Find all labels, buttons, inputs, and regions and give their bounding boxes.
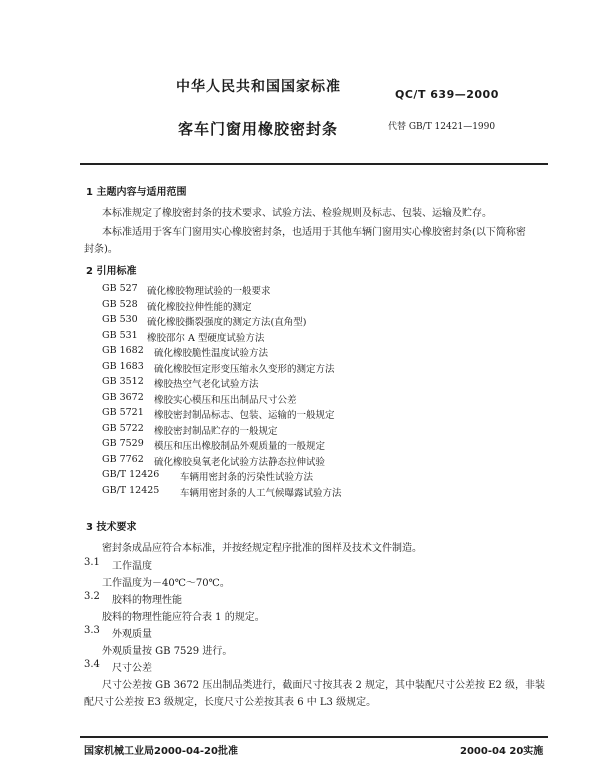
reference-code: GB 5721 (102, 407, 144, 418)
reference-code: GB 3672 (102, 391, 144, 403)
reference-title: 橡胶密封制品标志、包装、运输的一般规定 (154, 410, 335, 421)
reference-title: 硫化橡胶撕裂强度的测定方法(直角型) (147, 317, 307, 328)
reference-title: 橡胶邵尔 A 型硬度试验方法 (147, 332, 265, 344)
section-3-4-text-2: 配尺寸公差按 E3 级规定，长度尺寸公差按其表 6 中 L3 级规定。 (84, 697, 377, 708)
reference-title: 橡胶实心模压和压出制品尺寸公差 (154, 394, 297, 406)
section-1-heading: 1 主题内容与适用范围 (86, 187, 187, 198)
footer-divider (80, 736, 548, 738)
reference-code: GB 527 (102, 283, 138, 294)
reference-code: GB 7529 (102, 438, 144, 449)
reference-title: 橡胶热空气老化试验方法 (154, 379, 259, 390)
section-3-heading: 3 技术要求 (86, 522, 137, 533)
reference-title: 硫化橡胶拉伸性能的测定 (147, 301, 252, 313)
document-title: 客车门窗用橡胶密封条 (178, 120, 339, 138)
reference-title: 车辆用密封条的人工气候曝露试验方法 (180, 487, 342, 499)
reference-code: GB 7762 (102, 453, 144, 465)
reference-code: GB 530 (102, 314, 138, 325)
reference-code: GB 5722 (102, 422, 144, 434)
section-1-paragraph-2-cont: 封条)。 (84, 244, 118, 255)
reference-code: GB/T 12426 (102, 469, 160, 480)
reference-code: GB 1682 (102, 345, 144, 356)
implementation-date: 2000-04 20实施 (460, 746, 544, 757)
reference-code: GB 3512 (102, 376, 144, 387)
section-3-3-text: 外观质量按 GB 7529 进行。 (102, 646, 233, 657)
approval-note: 国家机械工业局2000-04-20批准 (84, 746, 238, 757)
section-3-4-number: 3.4 (84, 659, 100, 670)
section-3-4-text-1: 尺寸公差按 GB 3672 压出制品类进行，截面尺寸按其表 2 规定，其中装配尺寸公差按 E2 级，非装 (102, 680, 546, 691)
reference-title: 硫化橡胶物理试验的一般要求 (147, 286, 271, 297)
section-3-2-title: 胶料的物理性能 (112, 595, 182, 606)
section-3-3-title: 外观质量 (112, 629, 152, 640)
standard-code: QC/T 639—2000 (395, 88, 499, 101)
section-3-1-text: 工作温度为－40℃～70℃。 (102, 578, 230, 589)
section-3-4-title: 尺寸公差 (112, 663, 152, 674)
section-3-3-number: 3.3 (84, 625, 100, 636)
reference-title: 硫化橡胶脆性温度试验方法 (154, 348, 269, 359)
section-3-1-number: 3.1 (84, 557, 100, 568)
reference-title: 硫化橡胶恒定形变压缩永久变形的测定方法 (154, 363, 335, 375)
section-3-2-number: 3.2 (84, 591, 100, 602)
header-divider (80, 163, 548, 165)
section-3-intro: 密封条成品应符合本标准，并按经规定程序批准的图样及技术文件制造。 (102, 543, 422, 554)
reference-code: GB/T 12425 (102, 484, 160, 496)
section-3-2-text: 胶料的物理性能应符合表 1 的规定。 (102, 612, 265, 623)
reference-title: 车辆用密封条的污染性试验方法 (180, 472, 314, 483)
section-2-heading: 2 引用标准 (86, 266, 137, 277)
replaces-note: 代替 GB/T 12421—1990 (388, 122, 496, 132)
reference-title: 橡胶密封制品贮存的一般规定 (154, 425, 278, 437)
reference-title: 硫化橡胶臭氧老化试验方法静态拉伸试验 (154, 456, 326, 468)
issuing-authority: 中华人民共和国国家标准 (176, 79, 341, 95)
reference-code: GB 1683 (102, 360, 144, 372)
section-3-1-title: 工作温度 (112, 561, 152, 572)
section-1-paragraph-2: 本标准适用于客车门窗用实心橡胶密封条，也适用于其他车辆门窗用实心橡胶密封条(以下简称密 (102, 227, 526, 238)
reference-title: 模压和压出橡胶制品外观质量的一般规定 (154, 441, 326, 452)
reference-code: GB 531 (102, 329, 138, 341)
section-1-paragraph-1: 本标准规定了橡胶密封条的技术要求、试验方法、检验规则及标志、包装、运输及贮存。 (102, 208, 492, 219)
reference-code: GB 528 (102, 298, 138, 310)
